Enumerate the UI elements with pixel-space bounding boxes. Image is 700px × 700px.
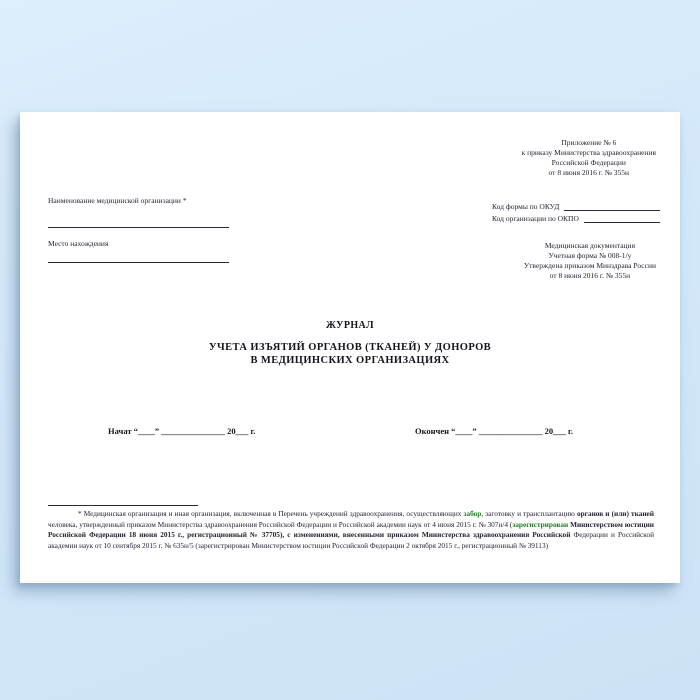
med-doc-block [524,241,656,281]
org-name-label: Наименование медицинской организации * [48,196,187,205]
okud-label: Код формы по ОКУД [492,202,560,211]
appendix-line: Приложение № 6 [561,138,617,147]
org-name-blank-line [48,227,229,228]
med-doc-line: Учетная форма № 008-1/у [548,251,632,260]
med-doc-line: Медицинская документация [544,241,636,250]
location-blank-line [48,262,229,263]
med-doc-line: от 8 июня 2016 г. № 355н [549,271,631,280]
document-page [20,112,680,583]
appendix-reference [522,138,656,178]
appendix-line: от 8 июня 2016 г. № 355н [548,168,630,177]
okud-code-field [492,202,660,211]
journal-title: ЖУРНАЛ [325,320,375,331]
med-doc-line: Утверждена приказом Минздрава России [523,261,656,270]
location-label: Место нахождения [48,239,109,248]
footnote-text: * Медицинская организация и иная организация, включенная в Перечень учреждений здравоохранения, осуществляющих забор, заготовку и трансплантацию органов и (или) тканей человека, утвержденный приказом Министерства здравоохранения Российской Федерации и Российской академии наук от 4 июня 2015 г. № 307н/4 (зарегистрирован Министерством юстиции Российской Федерации 18 июня 2015 г., регистрационный № 37705), с изменениями, внесенными приказом Министерства здравоохранения Российской Федерации и Российской академии наук от 10 сентября 2015 г. № 635н/5 (зарегистрирован Министерством юстиции Российской Федерации 2 октября 2015 г., регистрационный № 39113) [48,509,654,550]
okpo-blank-line [584,215,660,223]
journal-subtitle-line: УЧЕТА ИЗЪЯТИЙ ОРГАНОВ (ТКАНЕЙ) У ДОНОРОВ [208,342,492,353]
date-finished: Окончен “____” _______________ 20___ г. [415,426,574,436]
okpo-label: Код организации по ОКПО [492,214,579,223]
code-fields [492,202,660,226]
date-started: Начат “____” _______________ 20___ г. [108,426,256,436]
okpo-code-field [492,214,660,223]
organization-fields [48,196,230,263]
footnote-separator [48,505,198,506]
journal-subtitle-line: В МЕДИЦИНСКИХ ОРГАНИЗАЦИЯХ [250,354,450,366]
okud-blank-line [564,203,660,211]
journal-title-block [20,320,680,367]
appendix-line: Российской Федерации [551,158,626,167]
date-row [20,426,680,438]
appendix-line: к приказу Министерства здравоохранения [521,148,656,157]
